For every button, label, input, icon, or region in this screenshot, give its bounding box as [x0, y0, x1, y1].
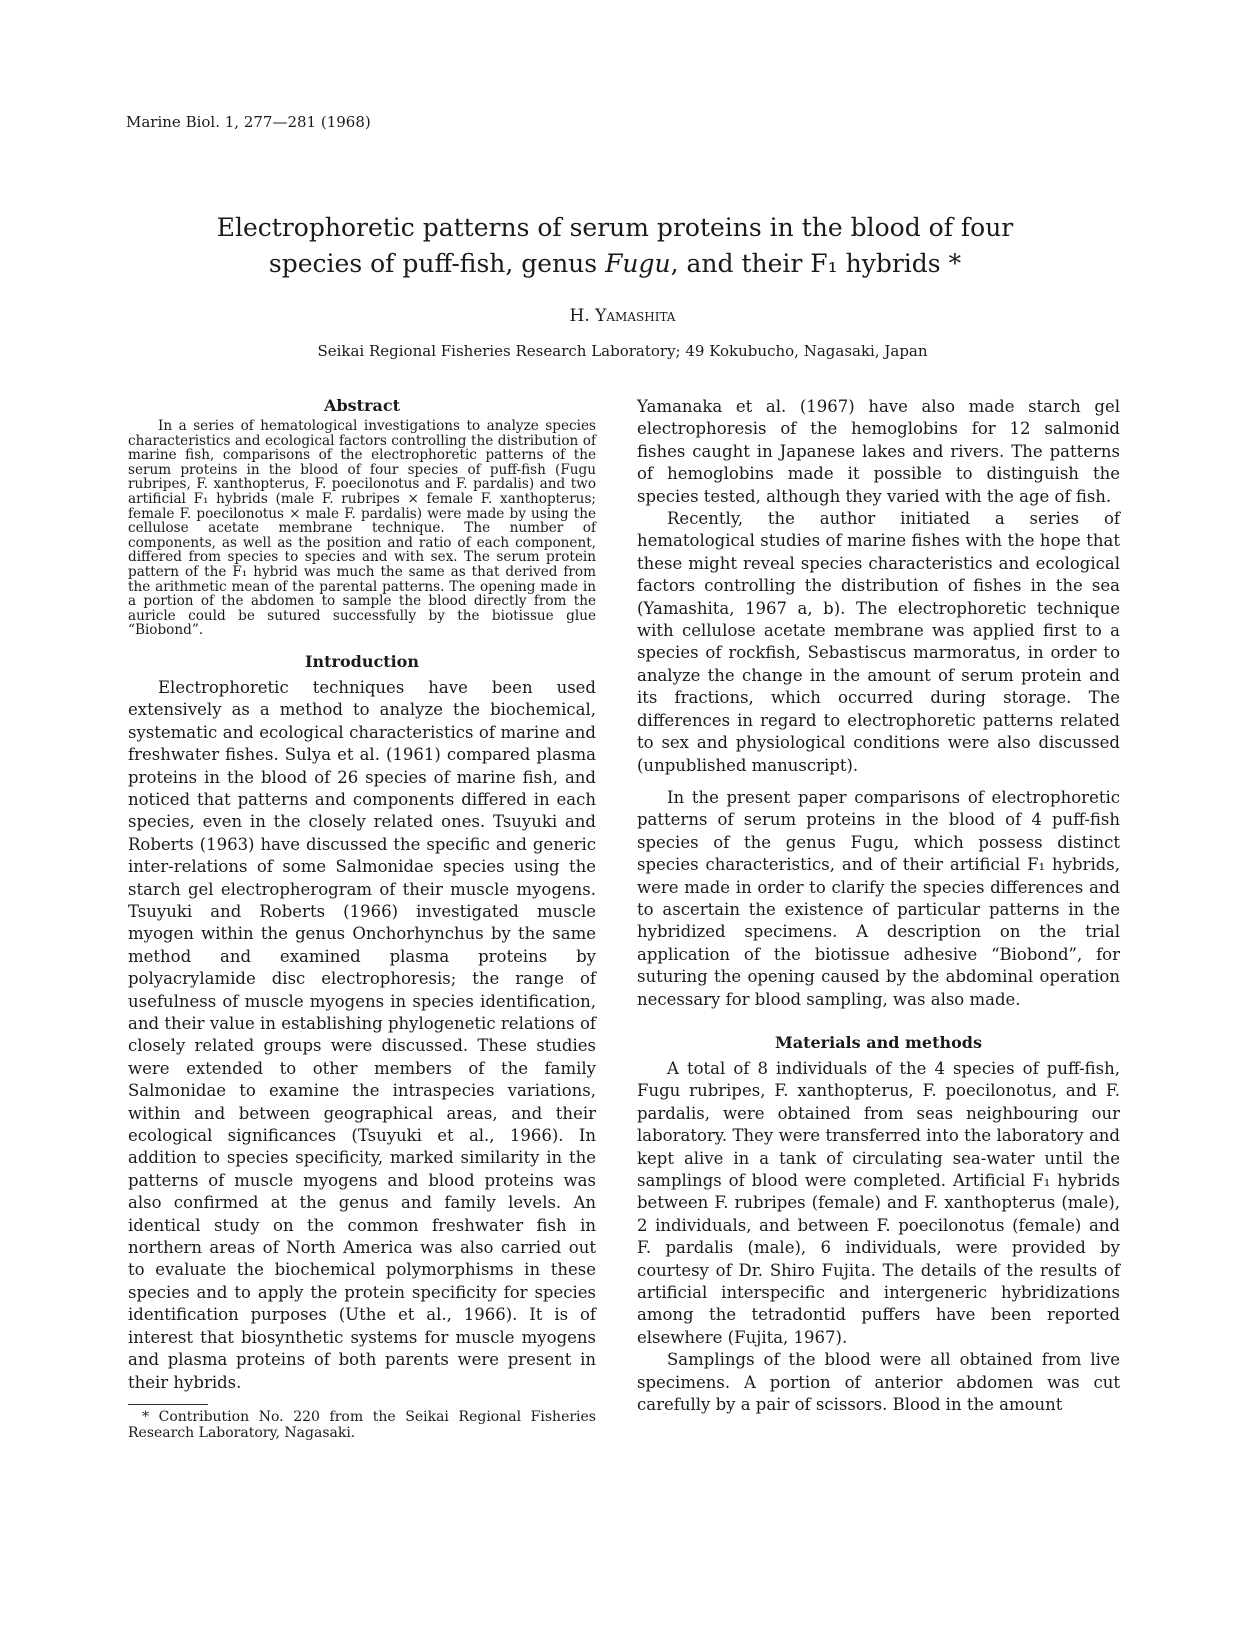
abstract [128, 396, 596, 638]
introduction-body [128, 677, 596, 1394]
journal-citation: Marine Biol. 1, 277—281 (1968) [126, 113, 371, 131]
materials-methods-heading: Materials and methods [775, 1032, 982, 1052]
paragraph-gap [637, 777, 1120, 787]
mm-paragraph-1: A total of 8 individuals of the 4 species of puff-fish, Fugu rubripes, F. xanthopterus, F. poecilonotus, and F. pardalis, were obtained from seas neighbouring our laboratory. They were transferred into the laboratory and kept alive in a tank of circulating sea-water until the samplings of blood were completed. Artificial F₁ hybrids between F. rubripes (female) and F. xanthopterus (male), 2 individuals, and between F. poecilonotus (female) and F. pardalis (male), 6 individuals, were provided by courtesy of Dr. Shiro Fujita. The details of the results of artificial interspecific and intergeneric hybridizations among the tetradontid puffers have been reported elsewhere (Fujita, 1967). [637, 1058, 1120, 1347]
intro-paragraph-2: Yamanaka et al. (1967) have also made starch gel electrophoresis of the hemoglobins for 12 salmonid fishes caught in Japanese lakes and rivers. The patterns of hemoglobins made it possible to distinguish the species tested, although they varied with the age of fish. [637, 397, 1120, 506]
title-line-1: Electrophoretic patterns of serum proteins in the blood of four [216, 213, 1014, 242]
intro-paragraph-1: Electrophoretic techniques have been used extensively as a method to analyze the biochemical, systematic and ecological characteristics of marine and freshwater fishes. Sulya et al. (1961) compared plasma proteins in the blood of 26 species of marine fish, and noticed that patterns and components differed in each species, even in the closely related ones. Tsuyuki and Roberts (1963) have discussed the specific and generic inter-relations of some Salmonidae species using the starch gel electropherogram of their muscle myogens. Tsuyuki and Roberts (1966) investigated muscle myogen within the genus Onchorhynchus by the same method and examined plasma proteins by polyacrylamide disc electrophoresis; the range of usefulness of muscle myogens in species identification, and their value in establishing phylogenetic relations of closely related groups were discussed. These studies were extended to other members of the family Salmonidae to examine the intraspecies variations, within and between geographical areas, and their ecological significances (Tsuyuki et al., 1966). In addition to species specificity, marked similarity in the patterns of muscle myogens and blood proteins was also confirmed at the genus and family levels. An identical study on the common freshwater fish in northern areas of North America was also carried out to evaluate the biochemical polymorphisms in these species and to apply the protein specificity for species identification purposes (Uthe et al., 1966). It is of interest that biosynthetic systems for muscle myogens and plasma proteins of both parents were present in their hybrids. [128, 677, 596, 1392]
left-column [128, 396, 596, 1441]
title-line-2: species of puff-fish, genus Fugu, and their F₁ hybrids * [268, 249, 962, 278]
abstract-heading: Abstract [324, 396, 400, 415]
introduction-heading: Introduction [305, 651, 419, 671]
genus-name: Fugu [605, 249, 671, 278]
right-column [637, 396, 1120, 1416]
mm-paragraph-2: Samplings of the blood were all obtained from live specimens. A portion of anterior abdomen was cut carefully by a pair of scissors. Blood in the amount [637, 1350, 1120, 1415]
introduction-continued [637, 396, 1120, 1011]
footnote-rule [128, 1404, 208, 1405]
footnote: * Contribution No. 220 from the Seikai Regional Fisheries Research Laboratory, Nagasaki. [128, 1408, 596, 1441]
abstract-text: In a series of hematological investigations to analyze species characteristics and ecological factors controlling the distribution of marine fish, comparisons of the electrophoretic patterns of the serum proteins in the blood of four species of puff-fish (Fugu rubripes, F. xanthopterus, F. poecilonotus and F. pardalis) and two artificial F₁ hybrids (male F. rubripes × female F. xanthopterus; female F. poecilonotus × male F. pardalis) were made by using the cellulose acetate membrane technique. The number of components, as well as the position and ratio of each component, differed from species to species and with sex. The serum protein pattern of the F₁ hybrid was much the same as that derived from the arithmetic mean of the parental patterns. The opening made in a portion of the abdomen to sample the blood directly from the auricle could be sutured successfully by the biotissue glue “Biobond”. [128, 418, 596, 639]
materials-methods-body [637, 1058, 1120, 1417]
affiliation: Seikai Regional Fisheries Research Laboratory; 49 Kokubucho, Nagasaki, Japan [317, 342, 928, 360]
paper-title [150, 210, 1080, 282]
intro-paragraph-4: In the present paper comparisons of electrophoretic patterns of serum proteins in the blood of 4 puff-fish species of the genus Fugu, which possess distinct species characteristics, and of their artificial F₁ hybrids, were made in order to clarify the species differences and to ascertain the existence of particular patterns in the hybridized specimens. A description on the trial application of the biotissue adhesive “Biobond”, for suturing the opening caused by the abdominal operation necessary for blood sampling, was also made. [637, 787, 1120, 1009]
author: H. Yamashita [569, 306, 676, 326]
intro-paragraph-3: Recently, the author initiated a series of hematological studies of marine fishes with the hope that these might reveal species characteristics and ecological factors controlling the distribution of fishes in the sea (Yamashita, 1967 a, b). The electrophoretic technique with cellulose acetate membrane was applied first to a species of rockfish, Sebastiscus marmoratus, in order to analyze the change in the amount of serum protein and its fractions, which occurred during storage. The differences in regard to electrophoretic patterns related to sex and physiological conditions were also discussed (unpublished manuscript). [637, 509, 1120, 775]
